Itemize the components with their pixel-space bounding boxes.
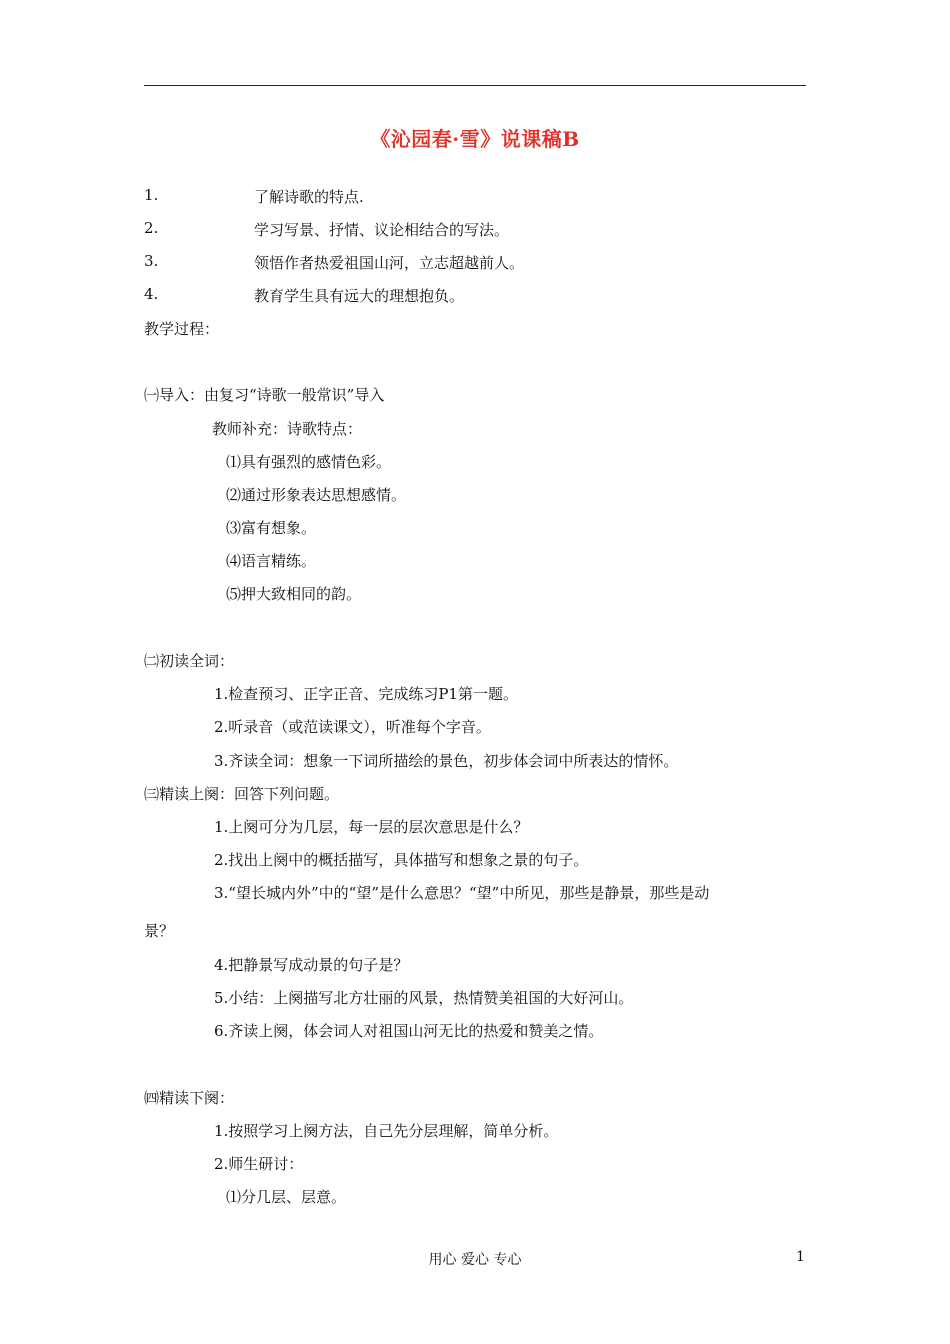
objective-number: 3. (144, 252, 159, 270)
objective-number: 2. (144, 219, 159, 237)
header-rule (144, 85, 806, 86)
section-subheading: 教师补充：诗歌特点： (212, 420, 363, 438)
section-heading: ㈣精读下阕： (144, 1089, 235, 1107)
list-item: 1.按照学习上阕方法，自己先分层理解，简单分析。 (214, 1122, 559, 1140)
list-item: 1.检查预习、正字正音、完成练习P1第一题。 (214, 685, 518, 703)
list-item: 3.齐读全词：想象一下词所描绘的景色，初步体会词中所表达的情怀。 (214, 752, 679, 770)
list-item: 2.师生研讨： (214, 1155, 304, 1173)
list-item: ⑵通过形象表达思想感情。 (226, 486, 407, 504)
list-item: ⑷语言精练。 (226, 552, 317, 570)
section-heading: ㈡初读全词： (144, 652, 235, 670)
list-item-continuation: 景？ (144, 922, 175, 940)
list-item: 2.找出上阕中的概括描写，具体描写和想象之景的句子。 (214, 851, 589, 869)
document-title: 《沁园春·雪》说课稿B (370, 127, 580, 151)
list-item: 3.“望长城内外”中的“望”是什么意思？“望”中所见，那些是静景，那些是动 (214, 884, 710, 902)
section-heading: ㈠导入：由复习“诗歌一般常识”导入 (144, 386, 385, 404)
process-heading: 教学过程： (144, 320, 220, 338)
objective-text: 了解诗歌的特点. (254, 188, 364, 206)
list-item: ⑶富有想象。 (226, 519, 317, 537)
page-number: 1 (796, 1249, 805, 1265)
list-item: 4.把静景写成动景的句子是？ (214, 956, 409, 974)
list-item: ⑸押大致相同的韵。 (226, 585, 362, 603)
objective-text: 教育学生具有远大的理想抱负。 (254, 287, 465, 305)
objective-number: 4. (144, 285, 159, 303)
objective-number: 1. (144, 186, 159, 204)
list-item: ⑴具有强烈的感情色彩。 (226, 453, 392, 471)
objective-text: 学习写景、抒情、议论相结合的写法。 (254, 221, 510, 239)
list-item: 6.齐读上阕，体会词人对祖国山河无比的热爱和赞美之情。 (214, 1022, 604, 1040)
section-heading: ㈢精读上阕：回答下列问题。 (144, 785, 340, 803)
list-item: 1.上阕可分为几层，每一层的层次意思是什么？ (214, 818, 529, 836)
list-item: 5.小结：上阕描写北方壮丽的风景，热情赞美祖国的大好河山。 (214, 989, 634, 1007)
footer-motto: 用心 爱心 专心 (428, 1252, 522, 1268)
list-item: 2.听录音（或范读课文），听准每个字音。 (214, 718, 491, 736)
list-item: ⑴分几层、层意。 (226, 1188, 347, 1206)
objective-text: 领悟作者热爱祖国山河，立志超越前人。 (254, 254, 525, 272)
